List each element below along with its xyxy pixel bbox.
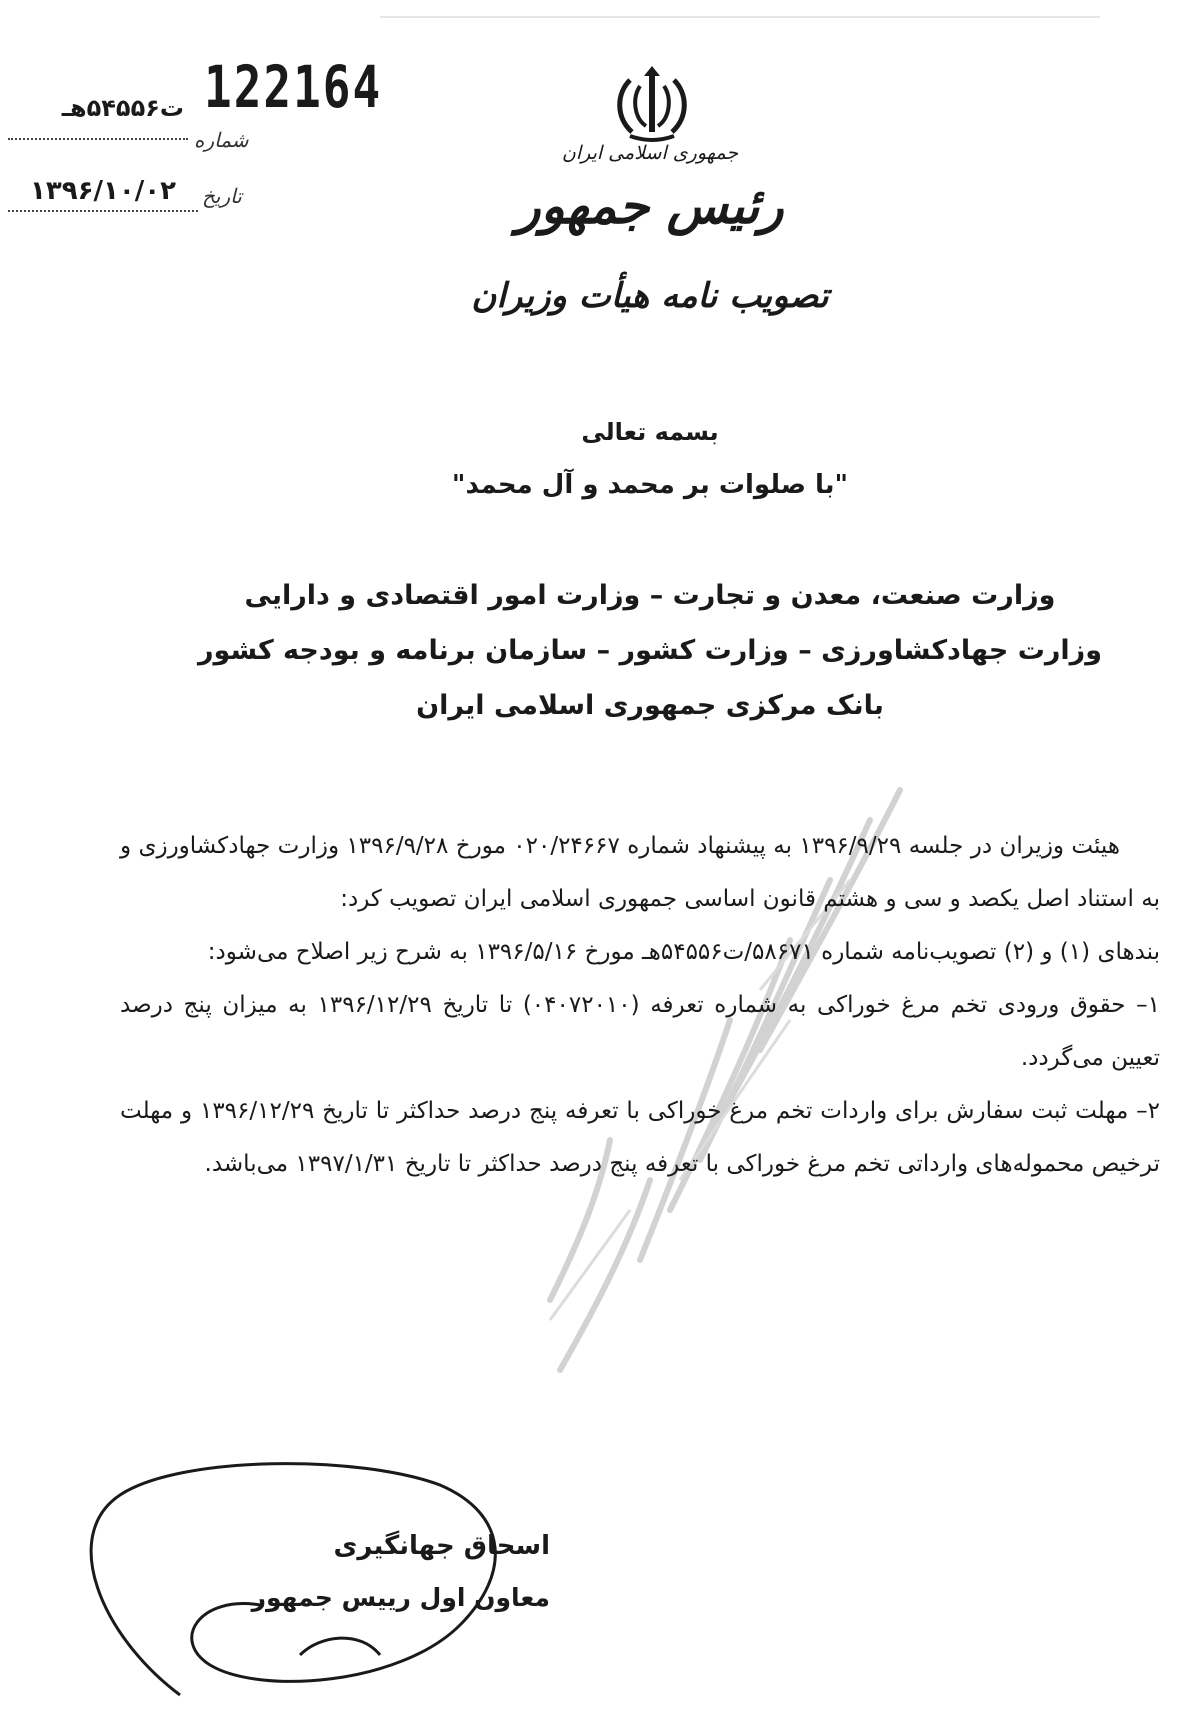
top-border-line bbox=[380, 16, 1100, 18]
body-paragraph: هیئت وزیران در جلسه ۱۳۹۶/۹/۲۹ به پیشنهاد شماره ۰۲۰/۲۴۶۶۷ مورخ ۱۳۹۶/۹/۲۸ وزارت جهادکشاورزی و به استناد اصل یکصد و سی و هشتم قانون اساسی جمهوری اسلامی ایران تصویب کرد: bbox=[120, 833, 1160, 912]
president-title: رئیس جمهور bbox=[516, 176, 784, 235]
recipient-line: وزارت صنعت، معدن و تجارت – وزارت امور اقتصادی و دارایی bbox=[244, 580, 1056, 611]
reference-number: ت۵۴۵۵۶هـ bbox=[61, 94, 184, 122]
body-paragraph: ۲– مهلت ثبت سفارش برای واردات تخم مرغ خوراکی با تعرفه پنج درصد حداکثر تا تاریخ ۱۳۹۶/۱۲/۲۹ و مهلت ترخیص محموله‌های وارداتی تخم مرغ خوراکی با تعرفه پنج درصد حداکثر تا تاریخ ۱۳۹۷/۱/۳۱ می‌باشد. bbox=[120, 1098, 1160, 1177]
approval-title: تصویب نامه هیأت وزیران bbox=[471, 276, 829, 316]
signer-title: معاون اول رییس جمهور bbox=[251, 1583, 550, 1612]
iran-emblem-icon bbox=[610, 62, 694, 146]
republic-name: جمهوری اسلامی ایران bbox=[561, 142, 739, 164]
date-dotted-line bbox=[8, 210, 198, 212]
recipients-list bbox=[150, 568, 1150, 733]
letter-meta bbox=[4, 53, 384, 230]
salutation: "با صلوات بر محمد و آل محمد" bbox=[451, 470, 849, 500]
signer-block bbox=[150, 1520, 550, 1624]
body-paragraph: بندهای (۱) و (۲) تصویب‌نامه شماره ۵۸۶۷۱/ت۵۴۵۵۶هـ مورخ ۱۳۹۶/۵/۱۶ به شرح زیر اصلاح می‌شود: bbox=[207, 939, 1160, 965]
body-paragraph: ۱– حقوق ورودی تخم مرغ خوراکی به شماره تعرفه (۰۴۰۷۲۰۱۰) تا تاریخ ۱۳۹۶/۱۲/۲۹ به میزان پنج درصد تعیین می‌گردد. bbox=[120, 992, 1160, 1071]
recipient-line: وزارت جهادکشاورزی – وزارت کشور – سازمان برنامه و بودجه کشور bbox=[198, 635, 1102, 666]
recipient-line: بانک مرکزی جمهوری اسلامی ایران bbox=[416, 690, 884, 721]
decree-body bbox=[120, 820, 1160, 1191]
invocation: بسمه تعالی bbox=[581, 418, 719, 446]
handwritten-number: 122164 bbox=[204, 53, 383, 121]
letter-date: ۱۳۹۶/۱۰/۰۲ bbox=[30, 176, 176, 206]
signer-name: اسحاق جهانگیری bbox=[333, 1531, 550, 1561]
number-label: شماره bbox=[194, 128, 249, 152]
number-dotted-line bbox=[8, 138, 188, 140]
date-label: تاریخ bbox=[202, 184, 242, 208]
